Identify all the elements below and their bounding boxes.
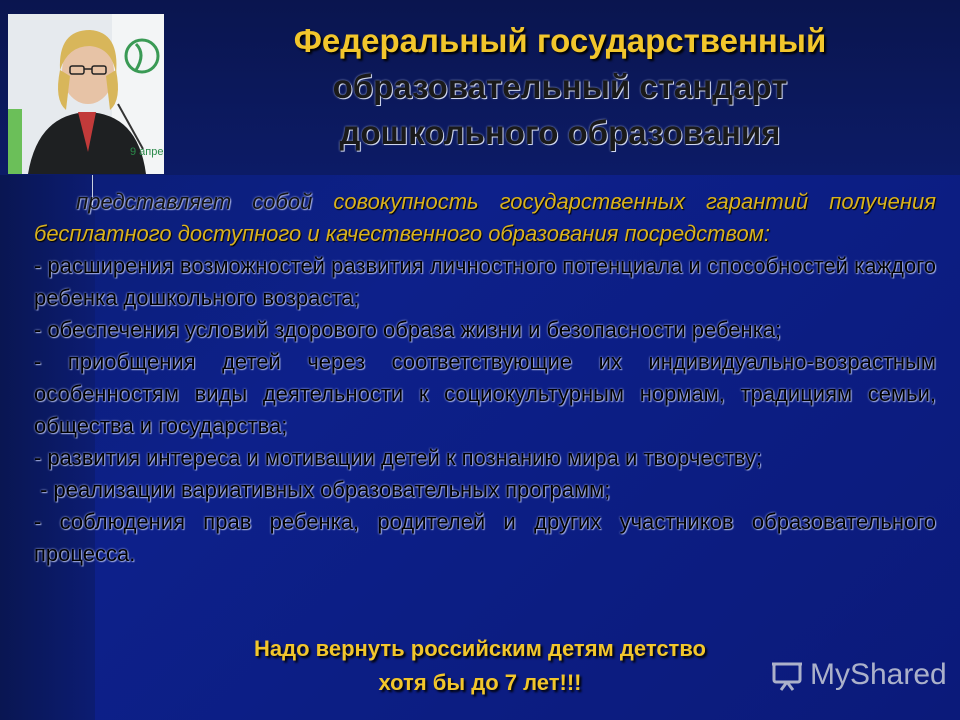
intro-part-2: совокупность государственных гарантий (333, 189, 809, 214)
list-item: - реализации вариативных образовательных программ; (34, 477, 611, 502)
footer-line-1: Надо вернуть российским детям детство (254, 636, 706, 661)
presentation-icon (770, 658, 804, 692)
title-line-3: дошкольного образования (339, 114, 781, 151)
list-item: - приобщения детей через соответствующие их индивидуально-возрастным особенностям виды деятельности к социокультурным нормам, традициям семьи, общества и государства; (34, 349, 936, 438)
photo-caption: 9 апре (130, 146, 164, 158)
intro-paragraph (34, 186, 936, 250)
intro-part-1: представляет собой (76, 189, 313, 214)
list-item: - обеспечения условий здорового образа жизни и безопасности ребенка; (34, 317, 782, 342)
list-item: - расширения возможностей развития личностного потенциала и способностей каждого ребенка дошкольного возраста; (34, 253, 936, 310)
watermark-text: MyShared (810, 658, 947, 691)
intro-part-3: получения бесплатного доступного и качественного образования посредством: (34, 189, 936, 246)
slide-body (34, 186, 936, 570)
title-line-2: образовательный стандарт (332, 68, 788, 105)
list-item: - соблюдения прав ребенка, родителей и других участников образовательного процесса. (34, 509, 936, 566)
list-item: - развития интереса и мотивации детей к познанию мира и творчеству; (34, 445, 763, 470)
speaker-photo (8, 14, 164, 174)
title-line-1: Федеральный государственный (293, 22, 827, 59)
watermark[interactable] (770, 658, 947, 692)
footer-line-2: хотя бы до 7 лет!!! (378, 670, 582, 695)
slide-title (200, 18, 920, 156)
